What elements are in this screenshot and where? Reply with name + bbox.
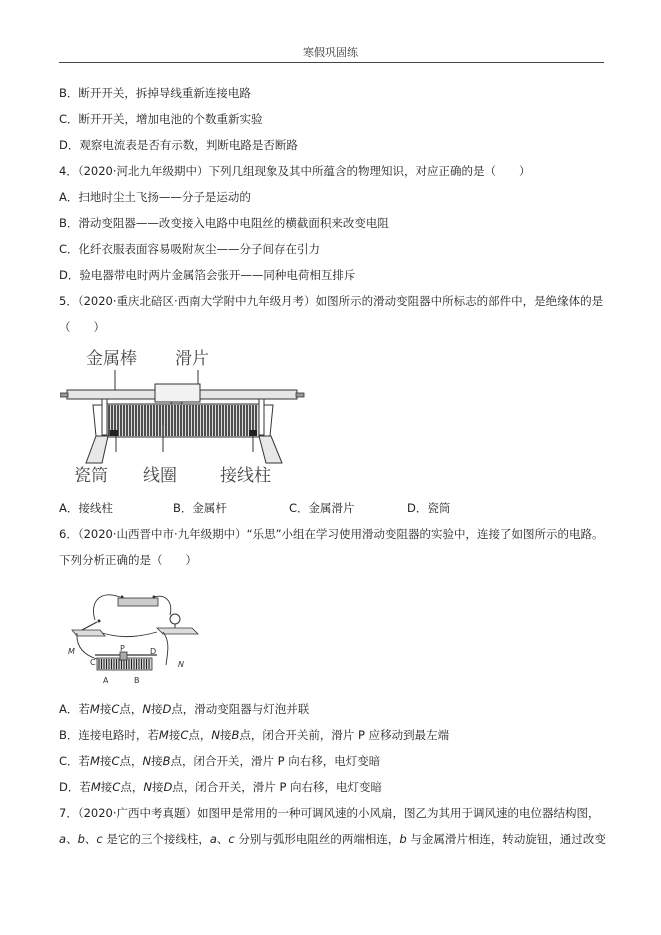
circuit-figure: [62, 575, 212, 693]
q4-stem: 4．（2020·河北九年级期中）下列几组现象及其中所蕴含的物理知识，对应正确的是（ ）: [59, 164, 531, 178]
label-slider: 滑片: [175, 349, 209, 369]
battery-box: [118, 598, 158, 606]
label-terminal: 接线柱: [220, 466, 271, 486]
label-coil: 线圈: [143, 466, 177, 486]
label-tube: 瓷筒: [74, 466, 108, 486]
header-divider: [59, 62, 604, 63]
lamp-bulb: [170, 614, 180, 624]
q4-option-b: B．滑动变阻器——改变接入电路中电阻丝的横截面积来改变电阻: [59, 216, 389, 230]
q3-option-d: D．观察电流表是否有示数，判断电路是否断路: [59, 138, 298, 152]
rheostat-slider: [120, 652, 127, 660]
label-m: M: [68, 647, 75, 656]
q5-option-b: B．金属杆: [173, 501, 227, 515]
label-a: A: [103, 676, 109, 685]
q5-option-a: A．接线柱: [59, 501, 113, 515]
q6-stem-line2: 下列分析正确的是（ ）: [59, 553, 197, 567]
label-d: D: [150, 647, 157, 656]
q5-stem: 5．（2020·重庆北碚区·西南大学附中九年级月考）如图所示的滑动变阻器中所标志的部件中，是绝缘体的是: [59, 294, 604, 308]
switch-lever: [82, 622, 97, 630]
q6-option-b: B．连接电路时，若M接C点，N接B点，闭合开关前，滑片 P 应移动到最左端: [59, 728, 450, 742]
q6-stem-line1: 6．（2020·山西晋中市·九年级期中）“乐思”小组在学习使用滑动变阻器的实验中，连接了如图所示的电路。: [59, 527, 604, 541]
lamp-base: [157, 628, 198, 634]
q4-option-d: D．验电器带电时两片金属箔会张开——同种电荷相互排斥: [59, 268, 356, 282]
q4-option-c: C．化纤衣服表面容易吸附灰尘——分子间存在引力: [59, 242, 321, 256]
q6-option-d: D．若M接C点，N接D点，闭合开关，滑片 P 向右移，电灯变暗: [59, 780, 383, 794]
q3-option-c: C．断开开关，增加电池的个数重新实验: [59, 112, 263, 126]
terminal-left: [110, 430, 118, 436]
q7-stem-line2: a、b、c 是它的三个接线柱，a、c 分别与弧形电阻丝的两端相连，b 与金属滑片相连，转动旋钮，通过改变: [59, 832, 606, 846]
label-metal-rod: 金属棒: [86, 349, 137, 369]
label-c: C: [90, 658, 96, 667]
q4-option-a: A．扫地时尘土飞扬——分子是运动的: [59, 190, 251, 204]
q5-option-c: C．金属滑片: [289, 501, 355, 515]
label-n: N: [178, 660, 184, 669]
rheostat-figure: [60, 340, 315, 488]
rheostat-windings: [99, 659, 149, 669]
page-header: 寒假巩固练: [303, 46, 358, 59]
q7-stem-line1: 7．（2020·广西中考真题）如图甲是常用的一种可调风速的小风扇，图乙为其用于调风速的电位器结构图，: [59, 806, 600, 820]
q3-option-b: B．断开开关，拆掉导线重新连接电路: [59, 86, 251, 100]
label-p: P: [120, 644, 125, 653]
q6-option-c: C．若M接C点，N接B点，闭合开关，滑片 P 向右移，电灯变暗: [59, 754, 381, 768]
terminal-right: [249, 430, 257, 436]
q5-stem-bracket: （ ）: [59, 320, 105, 334]
q5-option-d: D．瓷筒: [407, 501, 451, 515]
label-b: B: [134, 676, 140, 685]
q6-option-a: A．若M接C点，N接D点，滑动变阻器与灯泡并联: [59, 702, 310, 716]
